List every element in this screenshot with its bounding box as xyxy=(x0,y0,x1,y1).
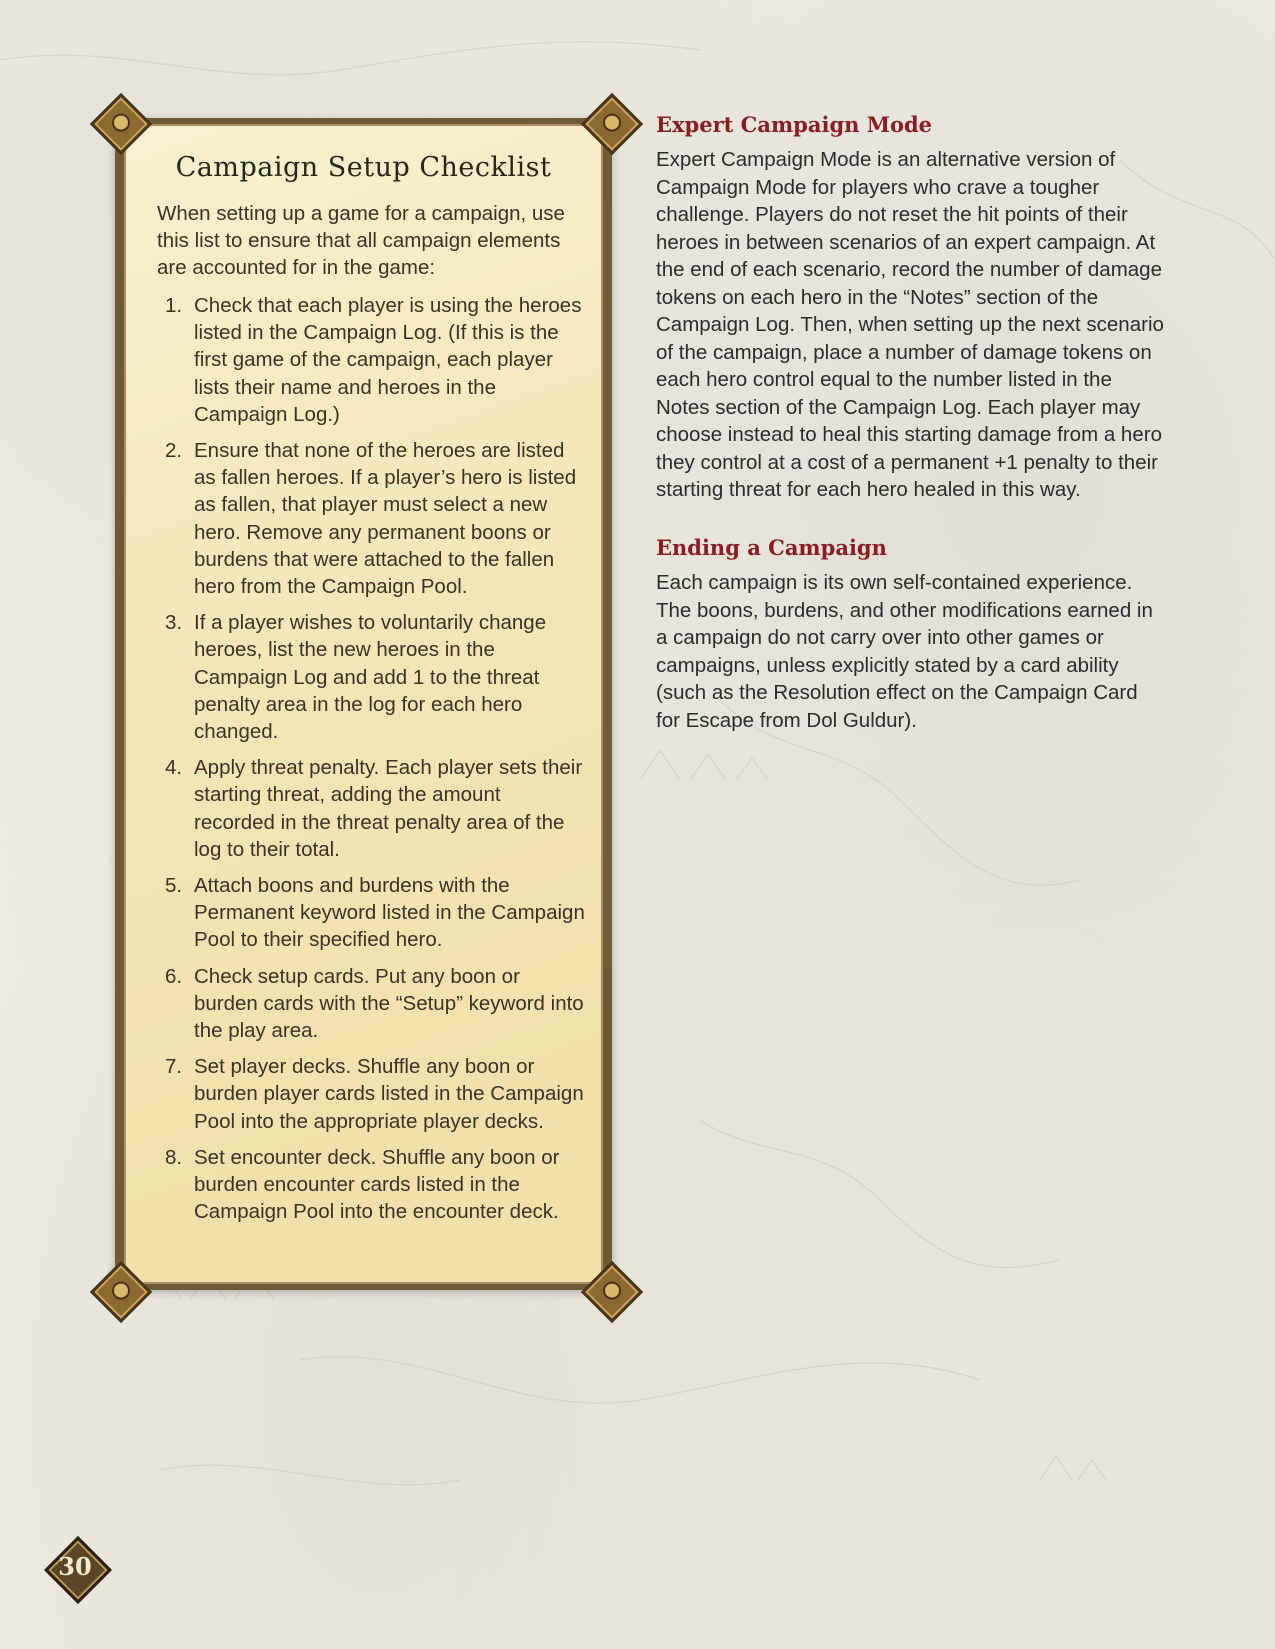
checklist-item-number: 5. xyxy=(165,874,183,898)
checklist-item-text: Set encounter deck. Shuffle any boon or burden encounter cards listed in the Campaign Pool into the encounter deck. xyxy=(194,1145,560,1224)
checklist-item-number: 7. xyxy=(165,1055,183,1079)
checklist-item xyxy=(157,1144,587,1226)
ending-campaign-heading: Ending a Campaign xyxy=(656,535,887,560)
ending-campaign-body: Each campaign is its own self-contained experience. The boons, burdens, and other modifications earned in a campaign do not carry over into other games or campaigns, unless explicitly stated by a card ability (such as the Resolution effect on the Campaign Card for Escape from Dol Guldur). xyxy=(656,571,1153,732)
checklist-item-text: Attach boons and burdens with the Permanent keyword listed in the Campaign Pool to their specified hero. xyxy=(194,874,585,952)
checklist-item-number: 6. xyxy=(165,964,183,988)
checklist-items xyxy=(157,292,587,1235)
campaign-setup-checklist-panel xyxy=(115,118,612,1290)
checklist-item-number: 2. xyxy=(165,439,183,463)
checklist-item xyxy=(157,437,587,600)
checklist-item-number: 8. xyxy=(165,1145,183,1169)
checklist-item xyxy=(157,609,587,745)
checklist-item-number: 4. xyxy=(165,756,183,780)
checklist-item xyxy=(157,963,587,1045)
checklist-item xyxy=(157,754,587,863)
checklist-item xyxy=(157,1053,587,1135)
page-number: 30 xyxy=(58,1552,92,1581)
checklist-title: Campaign Setup Checklist xyxy=(175,152,552,183)
checklist-item xyxy=(157,872,587,954)
expert-campaign-section xyxy=(656,112,1166,504)
checklist-item xyxy=(157,292,587,428)
checklist-item-text: If a player wishes to voluntarily change heroes, list the new heroes in the Campaign Log and add 1 to the threat penalty area in the log for each hero changed. xyxy=(194,611,547,744)
checklist-item-number: 3. xyxy=(165,611,183,635)
checklist-item-text: Check setup cards. Put any boon or burden cards with the “Setup” keyword into the play area. xyxy=(194,964,584,1043)
expert-campaign-heading: Expert Campaign Mode xyxy=(656,112,933,137)
expert-campaign-body: Expert Campaign Mode is an alternative version of Campaign Mode for players who crave a tougher challenge. Players do not reset the hit points of their heroes in between scenarios of an expert campaign. At the end of each scenario, record the number of damage tokens on each hero in the “Notes” section of the Campaign Log. Then, when setting up the next scenario of the campaign, place a number of damage tokens on each hero control equal to the number listed in the Notes section of the Campaign Log. Each player may choose instead to heal this starting damage from a hero they control at a cost of a permanent +1 penalty to their starting threat for each hero healed in this way. xyxy=(656,148,1164,501)
page-number-badge xyxy=(48,1540,102,1594)
ending-campaign-section xyxy=(656,535,1166,734)
checklist-item-number: 1. xyxy=(165,294,183,317)
checklist-item-text: Set player decks. Shuffle any boon or burden player cards listed in the Campaign Pool into the appropriate player decks. xyxy=(194,1055,584,1133)
checklist-item-text: Check that each player is using the heroes listed in the Campaign Log. (If this is the first game of the campaign, each player lists their name and heroes in the Campaign Log.) xyxy=(194,294,582,426)
checklist-item-text: Apply threat penalty. Each player sets their starting threat, adding the amount recorded in the threat penalty area of the log to their total. xyxy=(194,756,583,861)
checklist-intro: When setting up a game for a campaign, use this list to ensure that all campaign elements are accounted for in the game: xyxy=(157,202,565,279)
checklist-item-text: Ensure that none of the heroes are listed as fallen heroes. If a player’s hero is listed as fallen, that player must select a new hero. Remove any permanent boons or burdens that were attached to the fallen hero from the Campaign Pool. xyxy=(194,439,577,599)
